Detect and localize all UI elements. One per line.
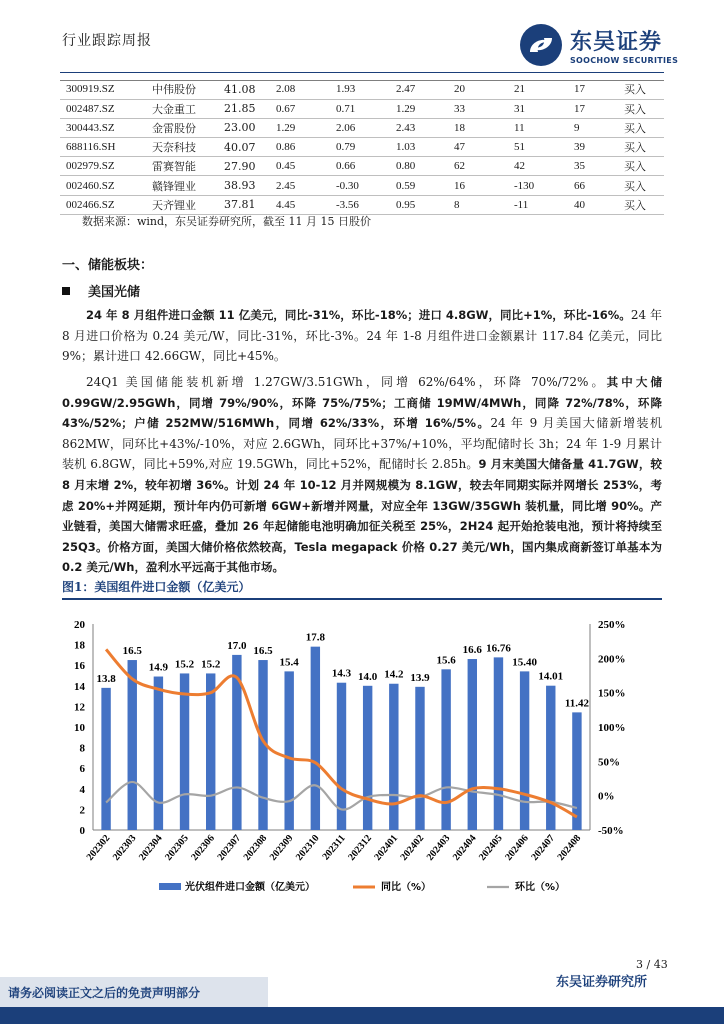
table-cell: 1.93 (336, 80, 396, 99)
bar-data-label: 14.0 (358, 670, 378, 683)
table-row (60, 138, 664, 157)
section-title: 一、储能板块： (62, 258, 154, 273)
para1-bold: 24 年 8 月组件进口金额 11 亿美元，同比-31%，环比-18%；进口 4.8GW，同比+1%，环比-16%。 (86, 308, 631, 322)
footer-bar (0, 1007, 724, 1024)
x-tick-label: 202309 (267, 832, 296, 863)
table-cell: 66 (574, 176, 624, 195)
x-tick-label: 202312 (346, 832, 374, 863)
y-right-tick-label: 250% (598, 619, 626, 631)
y-right-tick-label: -50% (598, 825, 624, 837)
bar (520, 671, 529, 830)
bar (128, 660, 137, 830)
bar-data-label: 14.2 (384, 668, 404, 681)
disclaimer-box (0, 977, 268, 1007)
subsection-title-text: 美国光储 (88, 285, 141, 300)
table-cell: 300443.SZ (60, 118, 152, 137)
bar-data-label: 15.2 (201, 658, 221, 671)
bar-data-label: 15.2 (174, 658, 195, 671)
table-cell: 1.29 (396, 99, 454, 118)
table-cell: -3.56 (336, 195, 396, 214)
table-cell: 买入 (624, 80, 664, 99)
bar (572, 712, 581, 830)
y-right-tick-label: 150% (598, 687, 626, 700)
table-cell: 2.06 (336, 118, 396, 137)
table-cell: -11 (514, 195, 574, 214)
table-cell: 11 (514, 118, 574, 137)
figure-title: 图1：美国组件进口金额（亿美元） (62, 580, 251, 594)
table-cell: 35 (574, 157, 624, 176)
table-cell: 大金重工 (152, 99, 224, 118)
bar (389, 684, 398, 830)
x-tick-label: 202405 (477, 832, 505, 863)
x-tick-label: 202304 (136, 832, 165, 863)
table-row (60, 195, 664, 214)
bar-data-label: 14.01 (538, 670, 564, 683)
y-left-tick-label: 16 (74, 660, 85, 673)
table-cell: 002979.SZ (60, 157, 152, 176)
table-cell: 2.45 (276, 176, 336, 195)
bar-data-label: 13.8 (96, 672, 116, 685)
bullet-square-icon (62, 287, 70, 295)
table-cell: 33 (454, 99, 514, 118)
table-cell: 天奈科技 (152, 138, 224, 157)
bar-data-label: 16.5 (122, 645, 142, 658)
table-cell: 23.00 (224, 118, 276, 137)
table-cell: 37.81 (224, 195, 276, 214)
bar (180, 673, 189, 830)
x-tick-label: 202303 (110, 832, 139, 863)
table-cell: 20 (454, 80, 514, 99)
y-left-tick-label: 20 (74, 619, 85, 631)
x-tick-label: 202404 (450, 832, 479, 863)
table-cell: 天齐锂业 (152, 195, 224, 214)
source-note: 数据来源：wind，东吴证券研究所，截至 11 月 15 日股价 (82, 215, 372, 228)
table-cell: 002460.SZ (60, 176, 152, 195)
x-tick-label: 202311 (320, 832, 348, 863)
table-cell: 47 (454, 138, 514, 157)
paragraph-us-storage (62, 372, 662, 578)
table-row (60, 157, 664, 176)
table-cell: 21 (514, 80, 574, 99)
table-cell: 17 (574, 80, 624, 99)
bar (441, 669, 450, 830)
bar-data-label: 14.9 (148, 661, 169, 674)
table-cell: 17 (574, 99, 624, 118)
para2-s1: 24Q1 美国储能装机新增 1.27GW/3.51GWh，同增 62%/64%，环降 70%/72%。 (86, 375, 607, 389)
table-cell: 买入 (624, 99, 664, 118)
bar (311, 647, 320, 830)
bar-data-label: 16.6 (462, 644, 482, 657)
table-cell: 1.29 (276, 118, 336, 137)
table-cell: 赣锋锂业 (152, 176, 224, 195)
page-number: 3 / 43 (636, 958, 668, 971)
bar-data-label: 13.9 (410, 671, 430, 684)
para2-s3: 24 年 9 月美国大储新增装机 862MW，同环比+43%/-10%，对应 2.6GWh，同环比+37%/+10%，平均配储时长 3h；24 年 1-9 月累计装机 6.8GW，同比+59%,对应 19.5GWh，同比+52%，配储时长 2.85h。 (62, 416, 662, 472)
table-cell: -130 (514, 176, 574, 195)
y-left-tick-label: 2 (79, 804, 85, 817)
table-row (60, 176, 664, 195)
subsection-title (62, 281, 140, 300)
bar (415, 687, 424, 830)
y-left-tick-label: 14 (74, 680, 85, 693)
table-cell: 买入 (624, 138, 664, 157)
table-cell: 0.66 (336, 157, 396, 176)
report-type-label: 行业跟踪周报 (62, 33, 152, 49)
table-cell: 002466.SZ (60, 195, 152, 214)
table-cell: 雷赛智能 (152, 157, 224, 176)
bar-data-label: 14.3 (331, 667, 352, 680)
x-tick-label: 202305 (163, 832, 191, 863)
table-cell: 42 (514, 157, 574, 176)
y-right-tick-label: 50% (598, 756, 620, 769)
table-cell: 买入 (624, 118, 664, 137)
x-tick-label: 202307 (215, 832, 244, 863)
para2-s4: 9 月末美国大储备量 41.7GW，较 8 月末增 2%，较年初增 36%。计划 24 年 10-12 月并网规模为 8.1GW，较去年同期实际并网增长 253%，考虑 20%+并网延期，预计年内仍可新增 6GW+新增并网量，对应全年 13GW/35GWh 装机量，同比增 90%。产业链看，美国大储需求旺盛，叠加 26 年起储能电池明确加征关税至 25%，2H24 起开始抢装电池，预计将持续至 25Q3。价格方面，美国大储价格依然较高，Tesla megapack 价格 0.27 美元/Wh，国内集成商新签订单基本为 0.2 美元/Wh，盈利水平远高于其他市场。 (62, 457, 662, 575)
table-cell: 8 (454, 195, 514, 214)
bar-data-label: 11.42 (564, 697, 589, 710)
table-cell: 0.80 (396, 157, 454, 176)
y-left-tick-label: 10 (74, 722, 85, 734)
bar (546, 686, 555, 830)
table-cell: 4.45 (276, 195, 336, 214)
x-tick-label: 202302 (84, 832, 113, 863)
para1-normal: 24 年 8 月进口价格为 0.24 美元/W，同比-31%，环比-3%。24 年 1-8 月组件进口金额累计 117.84 亿美元，同比 9%；累计进口 42.66GW，同比+45%。 (62, 308, 662, 364)
table-cell: 0.71 (336, 99, 396, 118)
table-cell: 9 (574, 118, 624, 137)
table-cell: 300919.SZ (60, 80, 152, 99)
table-cell: 18 (454, 118, 514, 137)
table-cell: 27.90 (224, 157, 276, 176)
table-cell: 0.59 (396, 176, 454, 195)
bar-data-label: 16.5 (253, 645, 273, 658)
x-tick-label: 202408 (555, 832, 584, 863)
table-cell: 买入 (624, 195, 664, 214)
paragraph-module-imports (62, 305, 662, 367)
bar-data-label: 17.0 (227, 639, 247, 652)
table-cell: 688116.SH (60, 138, 152, 157)
table-cell: 39 (574, 138, 624, 157)
table-top-rule (60, 80, 664, 81)
x-tick-label: 202402 (398, 832, 427, 863)
import-value-chart (55, 612, 655, 908)
y-left-tick-label: 8 (79, 742, 85, 755)
x-tick-label: 202406 (503, 832, 531, 863)
x-tick-label: 202308 (241, 832, 270, 863)
bar-data-label: 16.76 (486, 642, 511, 655)
table-row (60, 99, 664, 118)
table-cell: 2.47 (396, 80, 454, 99)
bar (363, 686, 372, 830)
table-cell: 40 (574, 195, 624, 214)
table-cell: 40.07 (224, 138, 276, 157)
bar (206, 673, 215, 830)
table-cell: 0.45 (276, 157, 336, 176)
table-cell: 2.43 (396, 118, 454, 137)
logo-english-name: SOOCHOW SECURITIES (570, 56, 679, 65)
legend-mom-label: 环比（%） (515, 882, 566, 893)
table-cell: 38.93 (224, 176, 276, 195)
table-cell: 0.67 (276, 99, 336, 118)
table-cell: 2.08 (276, 80, 336, 99)
table-cell: -0.30 (336, 176, 396, 195)
table-cell: 0.86 (276, 138, 336, 157)
table-cell: 1.03 (396, 138, 454, 157)
disclaimer-text: 请务必阅读正文之后的免责声明部分 (8, 986, 201, 1000)
bar (154, 677, 163, 830)
table-cell: 16 (454, 176, 514, 195)
table-cell: 31 (514, 99, 574, 118)
logo-chinese-name: 东吴证券 (570, 30, 663, 55)
table-cell: 62 (454, 157, 514, 176)
bar (284, 671, 293, 830)
table-cell: 0.95 (396, 195, 454, 214)
bar-data-label: 15.40 (512, 656, 537, 669)
y-right-tick-label: 200% (598, 653, 626, 666)
legend-bar-label: 光伏组件进口金额（亿美元） (185, 882, 315, 893)
table-cell: 0.79 (336, 138, 396, 157)
table-cell: 002487.SZ (60, 99, 152, 118)
company-logo (518, 22, 678, 68)
x-tick-label: 202306 (189, 832, 218, 863)
soochow-logo-icon (518, 22, 564, 68)
table-row (60, 118, 664, 137)
bar-data-label: 15.6 (436, 654, 456, 667)
institute-name: 东吴证券研究所 (556, 975, 648, 990)
y-left-tick-label: 0 (79, 825, 85, 837)
x-tick-label: 202403 (424, 832, 453, 863)
y-right-tick-label: 0% (598, 790, 615, 803)
x-tick-label: 202401 (372, 832, 401, 863)
y-left-tick-label: 4 (79, 783, 85, 796)
table-cell: 51 (514, 138, 574, 157)
bar-data-label: 15.4 (279, 656, 299, 669)
bar-data-label: 17.8 (305, 631, 325, 644)
legend-yoy-label: 同比（%） (381, 882, 432, 893)
bar (494, 657, 503, 830)
table-cell: 买入 (624, 176, 664, 195)
table-cell: 中伟股份 (152, 80, 224, 99)
table-cell: 买入 (624, 157, 664, 176)
x-tick-label: 202407 (529, 832, 558, 863)
bar (468, 659, 477, 830)
table-cell: 41.08 (224, 80, 276, 99)
stock-table (60, 80, 664, 215)
figure-title-rule (62, 598, 662, 600)
header-divider (60, 72, 664, 73)
y-left-tick-label: 6 (79, 763, 85, 776)
y-left-tick-label: 12 (74, 701, 85, 714)
table-cell: 金雷股份 (152, 118, 224, 137)
y-right-tick-label: 100% (598, 722, 626, 734)
bar (101, 688, 110, 830)
legend-bar-swatch (159, 883, 181, 890)
x-tick-label: 202310 (293, 832, 322, 863)
y-left-tick-label: 18 (74, 639, 85, 652)
para2-s2: 其中大储 0.99GW/2.95GWh，同增 79%/90%，环降 75%/75%；工商储 19MW/4MWh，同降 72%/78%，环降 43%/52%；户储 252MW/516MWh，同增 62%/33%，环增 16%/5%。 (62, 375, 663, 431)
table-cell: 21.85 (224, 99, 276, 118)
table-row (60, 80, 664, 99)
